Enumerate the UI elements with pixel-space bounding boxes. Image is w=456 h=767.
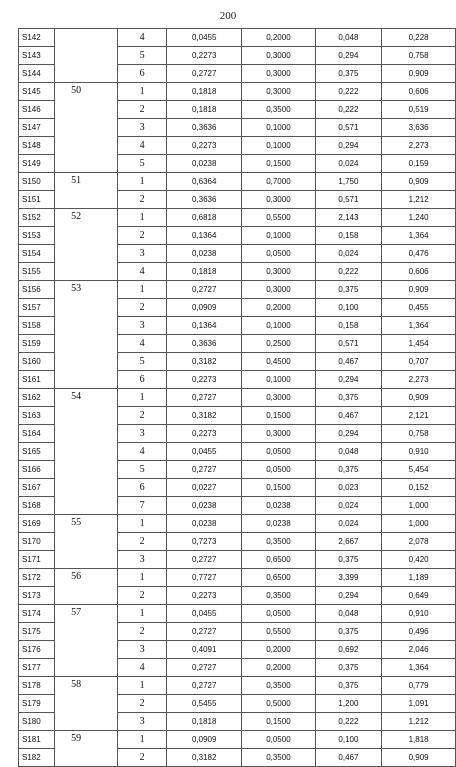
value-cell-1: 0,2727	[167, 677, 242, 695]
value-cell-4: 0,420	[382, 551, 456, 569]
value-cell-1: 0,3636	[167, 335, 242, 353]
value-cell-1: 0,2727	[167, 623, 242, 641]
value-cell-4: 2,121	[382, 407, 456, 425]
sub-index-cell: 5	[118, 353, 167, 371]
value-cell-3: 1,200	[315, 695, 382, 713]
value-cell-2: 0,5500	[242, 623, 315, 641]
value-cell-2: 0,3500	[242, 677, 315, 695]
value-cell-1: 0,1364	[167, 317, 242, 335]
value-cell-2: 0,0500	[242, 605, 315, 623]
value-cell-3: 0,571	[315, 191, 382, 209]
value-cell-2: 0,0500	[242, 461, 315, 479]
sub-index-cell: 4	[118, 443, 167, 461]
value-cell-4: 0,910	[382, 443, 456, 461]
value-cell-3: 0,294	[315, 371, 382, 389]
value-cell-2: 0,3000	[242, 425, 315, 443]
row-id-cell: S150	[19, 173, 55, 191]
row-id-cell: S164	[19, 425, 55, 443]
sub-index-cell: 3	[118, 245, 167, 263]
value-cell-4: 1,364	[382, 659, 456, 677]
sub-index-cell: 2	[118, 191, 167, 209]
row-id-cell: S154	[19, 245, 55, 263]
value-cell-2: 0,1000	[242, 227, 315, 245]
row-id-cell: S172	[19, 569, 55, 587]
row-id-cell: S153	[19, 227, 55, 245]
row-id-cell: S158	[19, 317, 55, 335]
value-cell-1: 0,2273	[167, 137, 242, 155]
sub-index-cell: 3	[118, 713, 167, 731]
row-id-cell: S156	[19, 281, 55, 299]
value-cell-3: 0,222	[315, 83, 382, 101]
row-id-cell: S142	[19, 29, 55, 47]
value-cell-2: 0,3500	[242, 101, 315, 119]
row-id-cell: S145	[19, 83, 55, 101]
value-cell-1: 0,0455	[167, 605, 242, 623]
sub-index-cell: 1	[118, 209, 167, 227]
row-id-cell: S181	[19, 731, 55, 749]
value-cell-4: 0,910	[382, 605, 456, 623]
value-cell-3: 0,100	[315, 731, 382, 749]
value-cell-2: 0,3000	[242, 47, 315, 65]
value-cell-1: 0,0455	[167, 29, 242, 47]
value-cell-1: 0,3636	[167, 191, 242, 209]
value-cell-2: 0,5000	[242, 695, 315, 713]
value-cell-1: 0,2273	[167, 425, 242, 443]
value-cell-3: 0,222	[315, 101, 382, 119]
value-cell-3: 0,048	[315, 605, 382, 623]
value-cell-1: 0,1818	[167, 101, 242, 119]
table-row	[19, 515, 456, 533]
value-cell-2: 0,1500	[242, 713, 315, 731]
value-cell-3: 0,294	[315, 425, 382, 443]
value-cell-3: 0,024	[315, 155, 382, 173]
value-cell-3: 0,375	[315, 461, 382, 479]
value-cell-4: 3,636	[382, 119, 456, 137]
row-id-cell: S151	[19, 191, 55, 209]
sub-index-cell: 2	[118, 533, 167, 551]
value-cell-3: 0,023	[315, 479, 382, 497]
sub-index-cell: 2	[118, 749, 167, 767]
value-cell-1: 0,1818	[167, 83, 242, 101]
value-cell-1: 0,2273	[167, 371, 242, 389]
value-cell-3: 0,294	[315, 47, 382, 65]
value-cell-1: 0,5455	[167, 695, 242, 713]
row-id-cell: S166	[19, 461, 55, 479]
row-id-cell: S146	[19, 101, 55, 119]
sub-index-cell: 1	[118, 281, 167, 299]
sub-index-cell: 1	[118, 173, 167, 191]
value-cell-1: 0,4091	[167, 641, 242, 659]
value-cell-2: 0,2000	[242, 29, 315, 47]
table-row	[19, 29, 456, 47]
value-cell-2: 0,3000	[242, 389, 315, 407]
value-cell-1: 0,1818	[167, 263, 242, 281]
row-id-cell: S143	[19, 47, 55, 65]
value-cell-2: 0,3000	[242, 263, 315, 281]
row-id-cell: S182	[19, 749, 55, 767]
value-cell-1: 0,6818	[167, 209, 242, 227]
sub-index-cell: 2	[118, 407, 167, 425]
value-cell-4: 0,779	[382, 677, 456, 695]
group-number-cell: 55	[55, 515, 118, 569]
value-cell-2: 0,1000	[242, 137, 315, 155]
value-cell-1: 0,1818	[167, 713, 242, 731]
value-cell-2: 0,6500	[242, 569, 315, 587]
value-cell-4: 0,909	[382, 281, 456, 299]
table-row	[19, 281, 456, 299]
value-cell-4: 0,909	[382, 749, 456, 767]
group-number-cell: 54	[55, 389, 118, 515]
value-cell-4: 1,189	[382, 569, 456, 587]
value-cell-2: 0,2000	[242, 299, 315, 317]
value-cell-2: 0,0500	[242, 443, 315, 461]
value-cell-1: 0,0455	[167, 443, 242, 461]
value-cell-1: 0,0238	[167, 155, 242, 173]
value-cell-4: 2,078	[382, 533, 456, 551]
value-cell-4: 0,909	[382, 389, 456, 407]
group-number-cell: 56	[55, 569, 118, 605]
sub-index-cell: 1	[118, 515, 167, 533]
value-cell-1: 0,2727	[167, 551, 242, 569]
sub-index-cell: 4	[118, 29, 167, 47]
sub-index-cell: 1	[118, 605, 167, 623]
row-id-cell: S174	[19, 605, 55, 623]
value-cell-3: 0,375	[315, 659, 382, 677]
sub-index-cell: 2	[118, 299, 167, 317]
value-cell-3: 0,467	[315, 407, 382, 425]
sub-index-cell: 1	[118, 83, 167, 101]
sub-index-cell: 2	[118, 695, 167, 713]
value-cell-1: 0,3182	[167, 407, 242, 425]
table-row	[19, 677, 456, 695]
row-id-cell: S148	[19, 137, 55, 155]
group-number-cell	[55, 29, 118, 83]
value-cell-3: 3,399	[315, 569, 382, 587]
sub-index-cell: 3	[118, 119, 167, 137]
value-cell-3: 2,143	[315, 209, 382, 227]
group-number-cell: 52	[55, 209, 118, 281]
sub-index-cell: 3	[118, 641, 167, 659]
value-cell-3: 0,467	[315, 749, 382, 767]
value-cell-3: 0,024	[315, 245, 382, 263]
value-cell-3: 0,294	[315, 137, 382, 155]
value-cell-4: 1,091	[382, 695, 456, 713]
value-cell-3: 0,375	[315, 677, 382, 695]
value-cell-2: 0,5500	[242, 209, 315, 227]
value-cell-3: 0,222	[315, 713, 382, 731]
value-cell-2: 0,1500	[242, 479, 315, 497]
table-row	[19, 731, 456, 749]
row-id-cell: S170	[19, 533, 55, 551]
value-cell-4: 0,476	[382, 245, 456, 263]
table-row	[19, 605, 456, 623]
value-cell-3: 0,467	[315, 353, 382, 371]
value-cell-1: 0,0238	[167, 497, 242, 515]
value-cell-3: 0,048	[315, 443, 382, 461]
value-cell-1: 0,3636	[167, 119, 242, 137]
value-cell-4: 1,000	[382, 497, 456, 515]
sub-index-cell: 3	[118, 425, 167, 443]
value-cell-2: 0,1500	[242, 155, 315, 173]
sub-index-cell: 1	[118, 731, 167, 749]
value-cell-3: 0,375	[315, 551, 382, 569]
table-row	[19, 389, 456, 407]
value-cell-4: 0,519	[382, 101, 456, 119]
value-cell-4: 0,909	[382, 65, 456, 83]
value-cell-4: 2,273	[382, 137, 456, 155]
sub-index-cell: 4	[118, 137, 167, 155]
row-id-cell: S180	[19, 713, 55, 731]
value-cell-1: 0,1364	[167, 227, 242, 245]
value-cell-3: 0,222	[315, 263, 382, 281]
value-cell-2: 0,1000	[242, 317, 315, 335]
value-cell-1: 0,0909	[167, 299, 242, 317]
value-cell-4: 0,909	[382, 173, 456, 191]
sub-index-cell: 5	[118, 155, 167, 173]
group-number-cell: 57	[55, 605, 118, 677]
value-cell-2: 0,3000	[242, 281, 315, 299]
value-cell-2: 0,3500	[242, 533, 315, 551]
value-cell-3: 0,048	[315, 29, 382, 47]
value-cell-4: 0,649	[382, 587, 456, 605]
value-cell-4: 1,000	[382, 515, 456, 533]
value-cell-3: 0,692	[315, 641, 382, 659]
value-cell-3: 0,158	[315, 227, 382, 245]
value-cell-1: 0,0238	[167, 245, 242, 263]
value-cell-4: 2,046	[382, 641, 456, 659]
sub-index-cell: 1	[118, 677, 167, 695]
value-cell-3: 0,375	[315, 65, 382, 83]
sub-index-cell: 6	[118, 371, 167, 389]
value-cell-4: 1,364	[382, 317, 456, 335]
value-cell-1: 0,6364	[167, 173, 242, 191]
sub-index-cell: 3	[118, 317, 167, 335]
value-cell-4: 0,152	[382, 479, 456, 497]
value-cell-2: 0,0500	[242, 731, 315, 749]
value-cell-2: 0,3000	[242, 83, 315, 101]
value-cell-3: 0,375	[315, 281, 382, 299]
row-id-cell: S152	[19, 209, 55, 227]
group-number-cell: 51	[55, 173, 118, 209]
value-cell-3: 0,571	[315, 335, 382, 353]
value-cell-2: 0,0500	[242, 245, 315, 263]
row-id-cell: S169	[19, 515, 55, 533]
value-cell-2: 0,2000	[242, 641, 315, 659]
value-cell-4: 1,212	[382, 191, 456, 209]
value-cell-4: 0,758	[382, 425, 456, 443]
value-cell-2: 0,3500	[242, 749, 315, 767]
row-id-cell: S144	[19, 65, 55, 83]
value-cell-3: 0,158	[315, 317, 382, 335]
row-id-cell: S178	[19, 677, 55, 695]
table-row	[19, 569, 456, 587]
row-id-cell: S160	[19, 353, 55, 371]
table-row	[19, 83, 456, 101]
sub-index-cell: 4	[118, 263, 167, 281]
value-cell-1: 0,3182	[167, 353, 242, 371]
value-cell-2: 0,0238	[242, 497, 315, 515]
value-cell-1: 0,2727	[167, 461, 242, 479]
value-cell-1: 0,2273	[167, 47, 242, 65]
table-row	[19, 209, 456, 227]
group-number-cell: 50	[55, 83, 118, 173]
value-cell-3: 0,100	[315, 299, 382, 317]
group-number-cell: 53	[55, 281, 118, 389]
value-cell-4: 0,455	[382, 299, 456, 317]
value-cell-4: 1,240	[382, 209, 456, 227]
value-cell-4: 0,228	[382, 29, 456, 47]
value-cell-2: 0,6500	[242, 551, 315, 569]
row-id-cell: S162	[19, 389, 55, 407]
value-cell-2: 0,4500	[242, 353, 315, 371]
value-cell-1: 0,7273	[167, 533, 242, 551]
value-cell-2: 0,3000	[242, 191, 315, 209]
row-id-cell: S168	[19, 497, 55, 515]
value-cell-4: 0,496	[382, 623, 456, 641]
value-cell-3: 0,375	[315, 623, 382, 641]
sub-index-cell: 1	[118, 389, 167, 407]
value-cell-1: 0,3182	[167, 749, 242, 767]
sub-index-cell: 2	[118, 227, 167, 245]
sub-index-cell: 4	[118, 659, 167, 677]
value-cell-2: 0,1000	[242, 371, 315, 389]
page-number: 200	[219, 10, 237, 22]
value-cell-4: 1,818	[382, 731, 456, 749]
value-cell-3: 1,750	[315, 173, 382, 191]
data-table	[18, 28, 456, 767]
row-id-cell: S159	[19, 335, 55, 353]
sub-index-cell: 4	[118, 335, 167, 353]
value-cell-2: 0,0238	[242, 515, 315, 533]
sub-index-cell: 2	[118, 587, 167, 605]
group-number-cell: 58	[55, 677, 118, 731]
row-id-cell: S157	[19, 299, 55, 317]
value-cell-4: 0,159	[382, 155, 456, 173]
row-id-cell: S165	[19, 443, 55, 461]
sub-index-cell: 5	[118, 461, 167, 479]
value-cell-2: 0,1500	[242, 407, 315, 425]
value-cell-2: 0,2000	[242, 659, 315, 677]
sub-index-cell: 7	[118, 497, 167, 515]
table-body	[19, 29, 456, 767]
sub-index-cell: 3	[118, 551, 167, 569]
value-cell-2: 0,7000	[242, 173, 315, 191]
row-id-cell: S149	[19, 155, 55, 173]
value-cell-2: 0,1000	[242, 119, 315, 137]
value-cell-1: 0,2727	[167, 65, 242, 83]
sub-index-cell: 6	[118, 479, 167, 497]
row-id-cell: S161	[19, 371, 55, 389]
value-cell-4: 1,212	[382, 713, 456, 731]
value-cell-3: 0,375	[315, 389, 382, 407]
row-id-cell: S167	[19, 479, 55, 497]
value-cell-1: 0,2727	[167, 281, 242, 299]
value-cell-3: 0,024	[315, 497, 382, 515]
value-cell-1: 0,0909	[167, 731, 242, 749]
value-cell-4: 5,454	[382, 461, 456, 479]
sub-index-cell: 2	[118, 101, 167, 119]
value-cell-1: 0,2727	[167, 389, 242, 407]
row-id-cell: S176	[19, 641, 55, 659]
value-cell-3: 0,571	[315, 119, 382, 137]
sub-index-cell: 1	[118, 569, 167, 587]
value-cell-1: 0,2273	[167, 587, 242, 605]
row-id-cell: S171	[19, 551, 55, 569]
group-number-cell: 59	[55, 731, 118, 767]
row-id-cell: S147	[19, 119, 55, 137]
value-cell-2: 0,2500	[242, 335, 315, 353]
value-cell-1: 0,0238	[167, 515, 242, 533]
value-cell-4: 2,273	[382, 371, 456, 389]
value-cell-3: 0,024	[315, 515, 382, 533]
value-cell-3: 0,294	[315, 587, 382, 605]
value-cell-4: 1,364	[382, 227, 456, 245]
sub-index-cell: 6	[118, 65, 167, 83]
value-cell-1: 0,7727	[167, 569, 242, 587]
row-id-cell: S155	[19, 263, 55, 281]
value-cell-1: 0,0227	[167, 479, 242, 497]
value-cell-4: 0,758	[382, 47, 456, 65]
row-id-cell: S173	[19, 587, 55, 605]
table-row	[19, 173, 456, 191]
row-id-cell: S175	[19, 623, 55, 641]
value-cell-4: 0,707	[382, 353, 456, 371]
value-cell-2: 0,3500	[242, 587, 315, 605]
value-cell-4: 1,454	[382, 335, 456, 353]
value-cell-2: 0,3000	[242, 65, 315, 83]
sub-index-cell: 5	[118, 47, 167, 65]
row-id-cell: S179	[19, 695, 55, 713]
value-cell-3: 2,667	[315, 533, 382, 551]
sub-index-cell: 2	[118, 623, 167, 641]
row-id-cell: S177	[19, 659, 55, 677]
value-cell-4: 0,606	[382, 263, 456, 281]
value-cell-4: 0,606	[382, 83, 456, 101]
value-cell-1: 0,2727	[167, 659, 242, 677]
row-id-cell: S163	[19, 407, 55, 425]
